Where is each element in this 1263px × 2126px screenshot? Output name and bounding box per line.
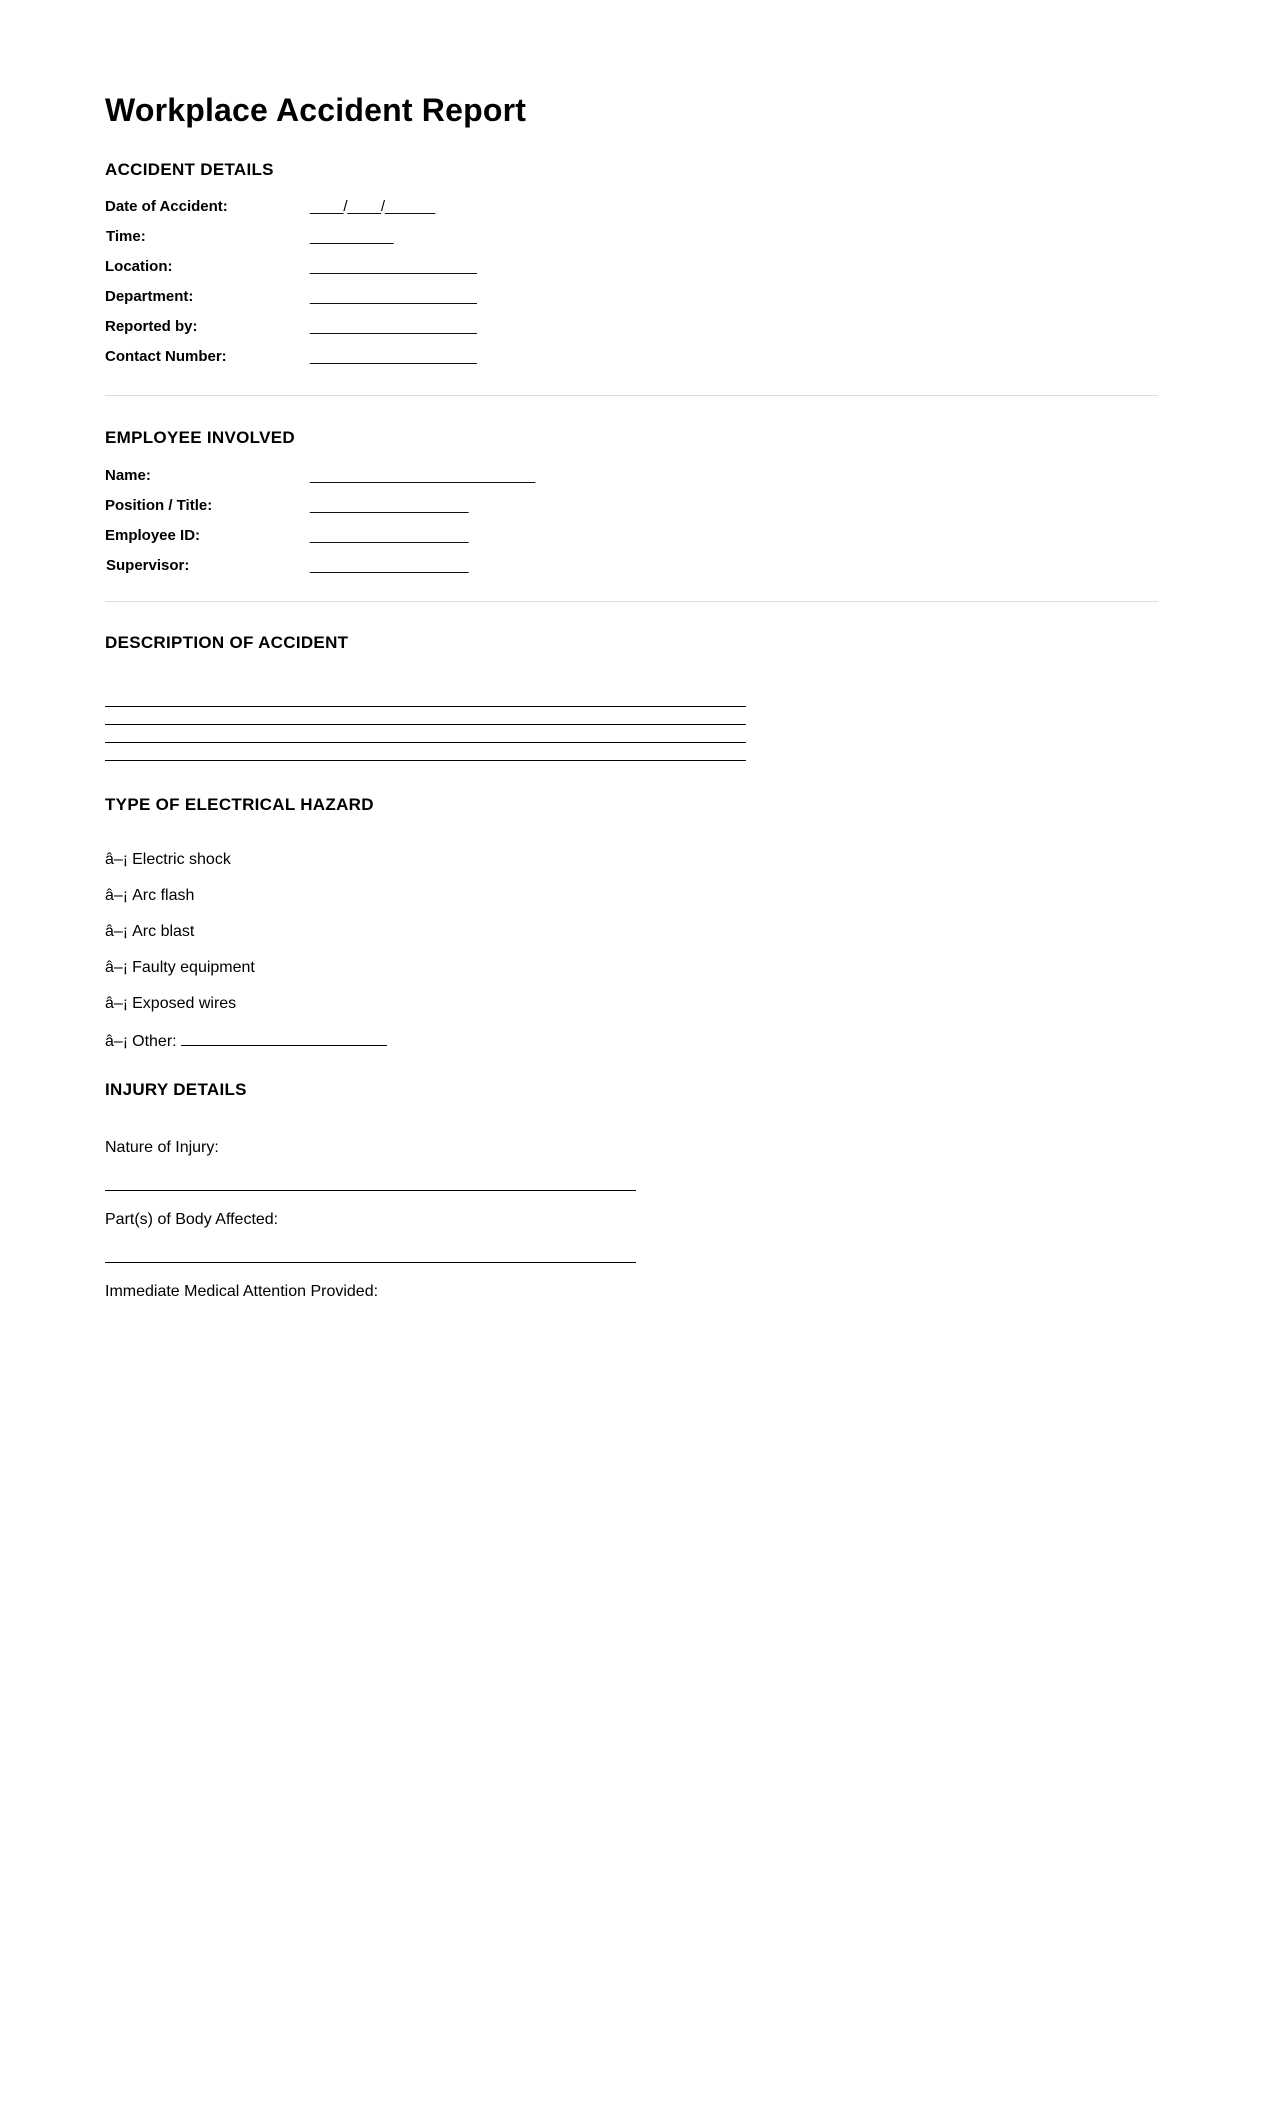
field-label: Department: — [105, 288, 194, 305]
hazard-option-faulty-equipment[interactable] — [105, 957, 255, 979]
field-label: Reported by: — [105, 318, 198, 335]
section-heading-employee-involved: EMPLOYEE INVOLVED — [105, 428, 295, 447]
time-input[interactable]: __________ — [310, 228, 394, 245]
nature-of-injury-input[interactable] — [105, 1190, 636, 1191]
date-of-accident-input[interactable]: ____/____/______ — [310, 198, 436, 215]
body-parts-affected-label: Part(s) of Body Affected: — [105, 1211, 279, 1228]
supervisor-input[interactable]: ___________________ — [310, 557, 469, 574]
page-title: Workplace Accident Report — [105, 92, 527, 128]
field-label: Date of Accident: — [105, 198, 228, 215]
hazard-option-arc-blast[interactable] — [105, 921, 194, 943]
option-label: Arc flash — [132, 887, 195, 904]
field-label: Name: — [105, 467, 151, 484]
description-line-4[interactable] — [105, 760, 746, 761]
checkbox-icon[interactable]: â–¡ — [105, 1033, 129, 1050]
other-hazard-input[interactable] — [181, 1031, 387, 1046]
body-parts-affected-input[interactable] — [105, 1262, 636, 1263]
checkbox-icon[interactable]: â–¡ — [105, 851, 129, 868]
checkbox-icon[interactable]: â–¡ — [105, 923, 129, 940]
reported-by-input[interactable]: ____________________ — [310, 318, 477, 335]
field-label: Position / Title: — [105, 497, 213, 514]
field-label: Location: — [105, 258, 173, 275]
name-input[interactable]: ___________________________ — [310, 467, 536, 484]
description-line-2[interactable] — [105, 724, 746, 725]
hazard-option-electric-shock[interactable] — [105, 849, 231, 871]
contact-number-input[interactable]: ____________________ — [310, 348, 477, 365]
section-heading-injury-details: INJURY DETAILS — [105, 1080, 247, 1099]
section-heading-accident-details: ACCIDENT DETAILS — [105, 160, 274, 179]
section-heading-description: DESCRIPTION OF ACCIDENT — [105, 633, 349, 652]
location-input[interactable]: ____________________ — [310, 258, 477, 275]
description-line-3[interactable] — [105, 742, 746, 743]
field-label: Supervisor: — [106, 557, 190, 574]
checkbox-icon[interactable]: â–¡ — [105, 887, 129, 904]
checkbox-icon[interactable]: â–¡ — [105, 959, 129, 976]
field-label: Employee ID: — [105, 527, 201, 544]
position-title-input[interactable]: ___________________ — [310, 497, 469, 514]
option-label: Exposed wires — [132, 995, 237, 1012]
hazard-option-other[interactable] — [105, 1031, 387, 1053]
hazard-option-arc-flash[interactable] — [105, 885, 194, 907]
section-heading-electrical-hazard: TYPE OF ELECTRICAL HAZARD — [105, 795, 374, 814]
department-input[interactable]: ____________________ — [310, 288, 477, 305]
nature-of-injury-label: Nature of Injury: — [105, 1139, 219, 1156]
field-label: Contact Number: — [105, 348, 227, 365]
description-line-1[interactable] — [105, 706, 746, 707]
employee-id-input[interactable]: ___________________ — [310, 527, 469, 544]
option-label: Faulty equipment — [132, 959, 255, 976]
field-label: Time: — [106, 228, 146, 245]
medical-attention-label: Immediate Medical Attention Provided: — [105, 1283, 379, 1300]
option-label: Arc blast — [132, 923, 195, 940]
section-divider — [105, 395, 1158, 396]
section-divider — [105, 601, 1158, 602]
option-label: Electric shock — [132, 851, 231, 868]
option-label: Other: — [132, 1033, 177, 1050]
checkbox-icon[interactable]: â–¡ — [105, 995, 129, 1012]
hazard-option-exposed-wires[interactable] — [105, 993, 236, 1015]
